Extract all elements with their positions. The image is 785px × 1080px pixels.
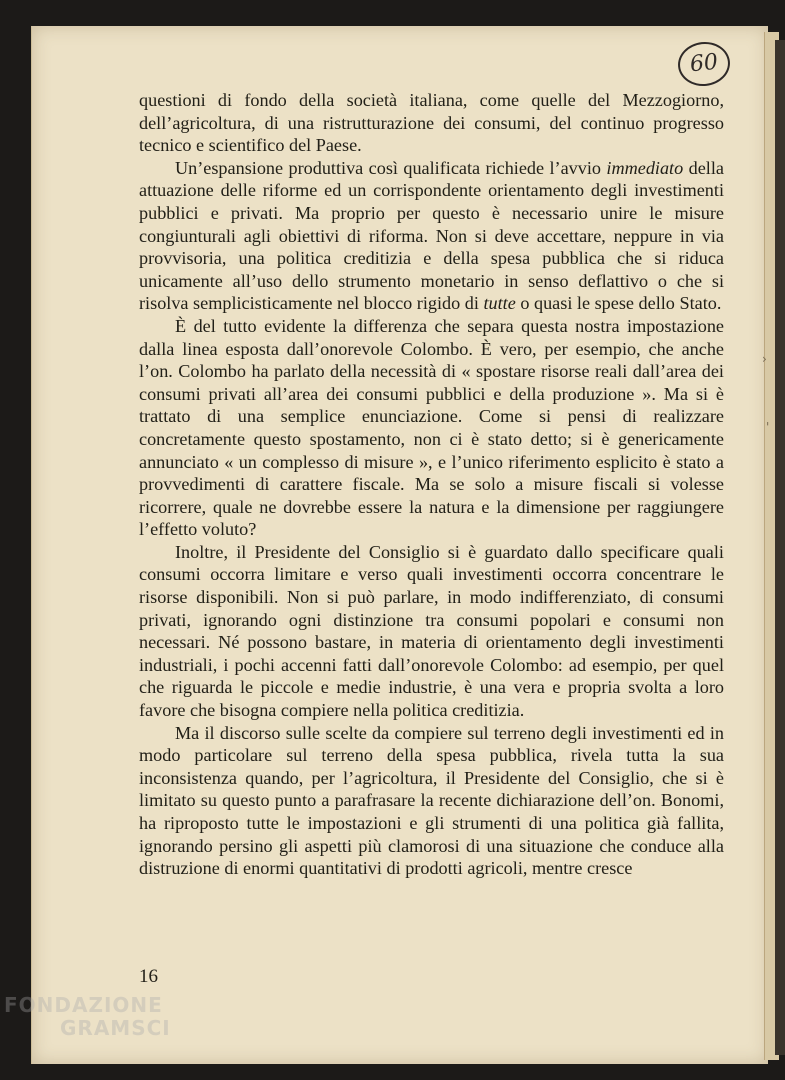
margin-mark: › (762, 352, 767, 366)
page-edge-shadow (775, 40, 785, 1055)
paragraph-4: Inoltre, il Presidente del Consiglio si è guardato dallo specificare quali consumi occorra limitare e verso quali investimenti occorra concentrare le risorse disponibili. Non si può parlare, in modo indifferenziato, di consumi privati, ignorando ogni distinzione tra consumi popolari e consumi non necessari. Né possono bastare, in materia di orientamento degli investimenti industriali, i pochi accenni fatti dall’onorevole Colombo: ad esempio, per quel che riguarda le piccole e medie industrie, è una vera e propria svolta a loro favore che bisogna compiere nella politica creditizia. (139, 541, 724, 721)
paragraph-2: Un’espansione produttiva così qualificata richiede l’avvio immediato della attuazione delle riforme ed un corrispondente orientamento degli investimenti pubblici e privati. Ma proprio per questo è necessario unire le misure congiunturali agli obiettivi di riforma. Non si deve accettare, neppure in via provvisoria, una politica creditizia e della spesa pubblica che si riduca unicamente all’uso dello strumento monetario in senso deflattivo o che si risolva semplicisticamente nel blocco rigido di tutte o quasi le spese dello Stato. (139, 157, 724, 314)
paragraph-1: questioni di fondo della società italiana, come quelle del Mezzogiorno, dell’agricoltura, di una ristrutturazione dei consumi, del continuo progresso tecnico e scientifico del Paese. (139, 90, 724, 156)
body-text (139, 89, 724, 880)
page-number: 16 (139, 966, 158, 987)
paragraph-3: È del tutto evidente la differenza che separa questa nostra impostazione dalla linea esposta dall’onorevole Colombo. È vero, per esempio, che anche l’on. Colombo ha parlato della necessità di « spostare risorse reali dall’area dei consumi privati all’area dei consumi pubblici e della produzione ». Ma si è trattato di una semplice enunciazione. Come si pensi di realizzare concretamente questo spostamento, non ci è stato detto; si è genericamente annunciato « un complesso di misure », e l’unico riferimento esplicito è stato a provvedimenti di carattere fiscale. Ma se solo a misure fiscali si volesse ricorrere, quale ne dovrebbe essere la natura e la dimensione per raggiungere l’effetto voluto? (139, 315, 724, 540)
watermark-line-1: FONDAZIONE (4, 993, 163, 1017)
watermark-logo (4, 994, 194, 1040)
archive-number-stamp: 60 (676, 39, 732, 88)
watermark-line-2: GRAMSCI (60, 1016, 171, 1040)
margin-mark: ' (766, 420, 770, 434)
paragraph-5: Ma il discorso sulle scelte da compiere sul terreno degli investimenti ed in modo particolare sul terreno della spesa pubblica, rivela tutta la sua inconsistenza quando, per l’agricoltura, il Presidente del Consiglio, che si è limitato su questo punto a parafrasare la recente dichiarazione dell’on. Bonomi, ha riproposto tutte le impostazioni e gli strumenti di una politica già fallita, ignorando persino gli aspetti più clamorosi di una situazione che conduce alla distruzione di enormi quantitativi di prodotti agricoli, mentre cresce (139, 722, 724, 879)
